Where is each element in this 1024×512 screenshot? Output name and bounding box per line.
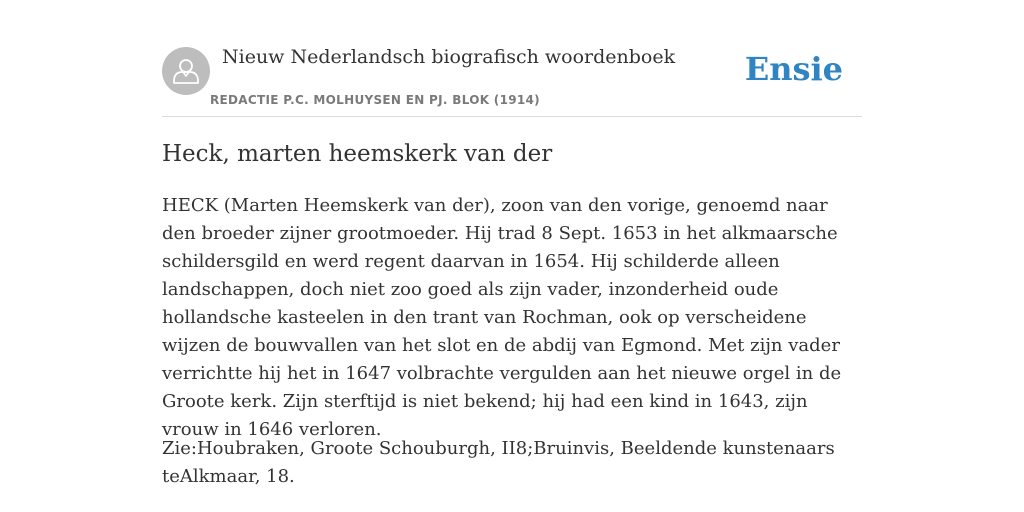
entry-paragraph: HECK (Marten Heemskerk van der), zoon van den vorige, genoemd naar den broeder zijner grootmoeder. Hij trad 8 Sept. 1653 in het alkmaarsche schildersgild en werd regent daarvan in 1654. Hij schilderde alleen landschappen, doch niet zoo goed als zijn vader, inzonderheid oude hollandsche kasteelen in den trant van Rochman, ook op verscheidene wijzen de bouwvallen van het slot en de abdij van Egmond. Met zijn vader verrichtte hij het in 1647 volbrachte vergulden aan het nieuwe orgel in de Groote kerk. Zijn sterftijd is niet bekend; hij had een kind in 1643, zijn vrouw in 1646 verloren. (162, 195, 842, 440)
ensie-logo[interactable]: Ensie (744, 50, 843, 88)
entry-references: Zie:Houbraken, Groote Schouburgh, II8;Bruinvis, Beeldende kunstenaars teAlkmaar, 18. (162, 438, 835, 487)
source-editors: REDACTIE P.C. MOLHUYSEN EN PJ. BLOK (1914) (210, 93, 540, 107)
source-title[interactable]: Nieuw Nederlandsch biografisch woordenboek (222, 46, 676, 68)
user-avatar-icon (162, 47, 210, 95)
source-header (162, 0, 862, 117)
entry-title: Heck, marten heemskerk van der (162, 141, 553, 167)
person-outline-icon (162, 47, 210, 95)
page (162, 0, 862, 512)
